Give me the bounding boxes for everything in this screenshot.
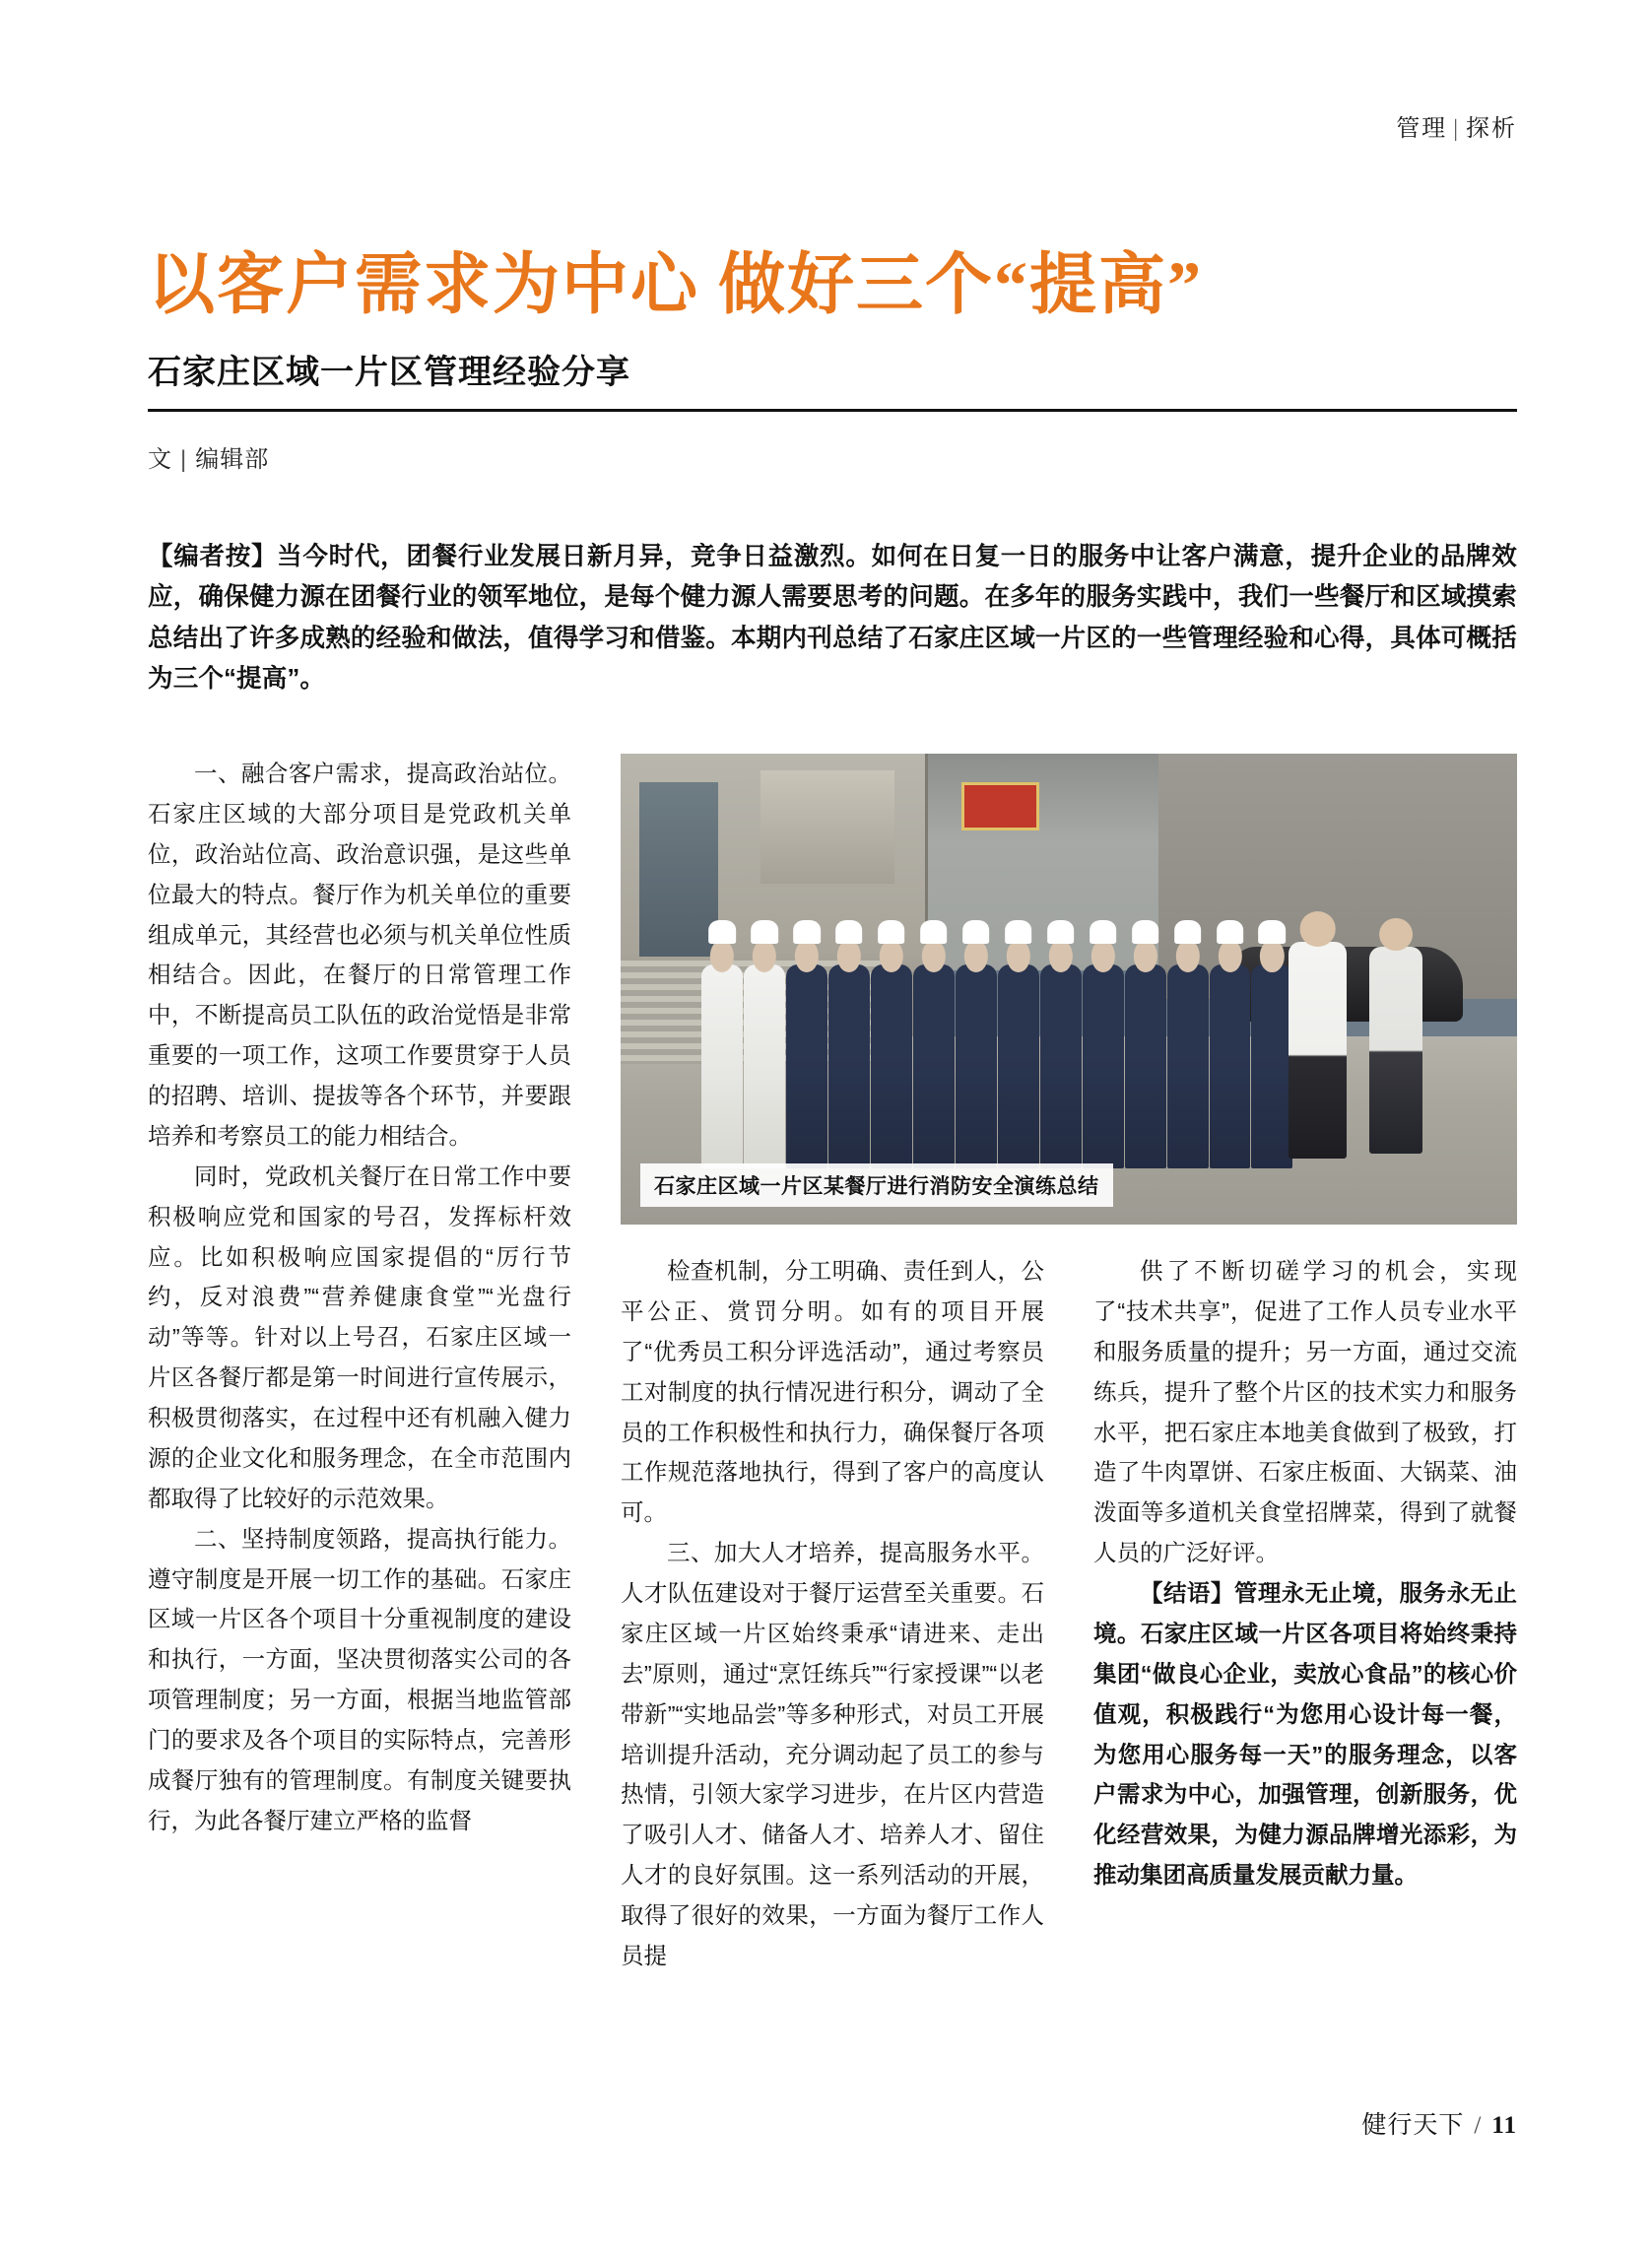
figure-caption: 石家庄区域一片区某餐厅进行消防安全演练总结 bbox=[640, 1163, 1113, 1207]
conclusion-paragraph: 【结语】管理永无止境，服务永无止境。石家庄区域一片区各项目将始终秉持集团“做良心企业，卖放心食品”的核心价值观，积极践行“为您用心设计每一餐，为您用心服务每一天”的服务理念，以客户需求为中心，加强管理，创新服务，优化经营效果，为健力源品牌增光添彩，为推动集团高质量发展贡献力量。 bbox=[1093, 1580, 1517, 1889]
title-divider bbox=[148, 409, 1517, 412]
photo-person bbox=[1083, 964, 1124, 1168]
photo-person bbox=[1251, 964, 1292, 1168]
photo-person bbox=[701, 964, 743, 1168]
photo-person bbox=[871, 964, 912, 1168]
running-head-left: 管理 bbox=[1396, 116, 1448, 142]
body-column-2-text bbox=[621, 1251, 1044, 1976]
page-subtitle: 石家庄区域一片区管理经验分享 bbox=[148, 354, 630, 392]
photo-person bbox=[744, 964, 785, 1168]
byline-label: 文 bbox=[148, 446, 172, 474]
body-column-1 bbox=[148, 754, 571, 1841]
paragraph: 检查机制，分工明确、责任到人，公平公正、赏罚分明。如有的项目开展了“优秀员工积分评选活动”，通过考察员工对制度的执行情况进行积分，调动了全员的工作积极性和执行力，确保餐厅各项工作规范落地执行，得到了客户的高度认可。 bbox=[621, 1258, 1044, 1526]
page-content bbox=[148, 0, 1517, 2257]
byline-author: 编辑部 bbox=[195, 446, 270, 474]
byline bbox=[148, 439, 1517, 474]
photo-person bbox=[913, 964, 955, 1168]
page-footer bbox=[1361, 2105, 1517, 2141]
photo-second-leader bbox=[1369, 947, 1423, 1154]
body-column-3-text bbox=[1093, 1251, 1517, 1895]
running-head-separator: | bbox=[1453, 116, 1460, 142]
paragraph: 同时，党政机关餐厅在日常工作中要积极响应党和国家的号召，发挥标杆效应。比如积极响应国家提倡的“厉行节约，反对浪费”“营养健康食堂”“光盘行动”等等。针对以上号召，石家庄区域一片区各餐厅都是第一时间进行宣传展示，积极贯彻落实，在过程中还有机融入健力源的企业文化和服务理念，在全市范围内都取得了比较好的示范效果。 bbox=[148, 1162, 571, 1511]
photo-person bbox=[1125, 964, 1166, 1168]
page-title: 以客户需求为中心 做好三个“提高” bbox=[148, 247, 1204, 322]
figure-image bbox=[621, 754, 1517, 1225]
byline-bar: | bbox=[180, 446, 188, 474]
photo-person bbox=[956, 964, 997, 1168]
article-figure bbox=[621, 754, 1517, 1225]
footer-slash: / bbox=[1474, 2112, 1483, 2139]
editor-note: 【编者按】当今时代，团餐行业发展日新月异，竞争日益激烈。如何在日复一日的服务中让客户满意，提升企业的品牌效应，确保健力源在团餐行业的领军地位，是每个健力源人需要思考的问题。在多年的服务实践中，我们一些餐厅和区域摸索总结出了许多成熟的经验和做法，值得学习和借鉴。本期内刊总结了石家庄区域一片区的一些管理经验和心得，具体可概括为三个“提高”。 bbox=[148, 543, 1517, 693]
photo-person bbox=[1167, 964, 1209, 1168]
photo-person bbox=[1040, 964, 1082, 1168]
page-number: 11 bbox=[1491, 2112, 1517, 2139]
publication-name: 健行天下 bbox=[1361, 2112, 1465, 2139]
photo-restaurant-sign bbox=[961, 782, 1039, 830]
title-block bbox=[148, 246, 1517, 474]
paragraph: 供了不断切磋学习的机会，实现了“技术共享”，促进了工作人员专业水平和服务质量的提升；另一方面，通过交流练兵，提升了整个片区的技术实力和服务水平，把石家庄本地美食做到了极致，打造了牛肉罩饼、石家庄板面、大锅菜、油泼面等多道机关食堂招牌菜，得到了就餐人员的广泛好评。 bbox=[1093, 1258, 1517, 1566]
running-head bbox=[1396, 108, 1517, 143]
photo-person bbox=[786, 964, 827, 1168]
photo-staff-row bbox=[701, 947, 1293, 1168]
photo-person bbox=[1210, 964, 1251, 1168]
paragraph: 三、加大人才培养，提高服务水平。人才队伍建设对于餐厅运营至关重要。石家庄区域一片区始终秉承“请进来、走出去”原则，通过“烹饪练兵”“行家授课”“以老带新”“实地品尝”等多种形式，对员工开展培训提升活动，充分调动起了员工的参与热情，引领大家学习进步，在片区内营造了吸引人才、储备人才、培养人才、留住人才的良好氛围。这一系列活动的开展，取得了很好的效果，一方面为餐厅工作人员提 bbox=[621, 1540, 1044, 1968]
photo-leader bbox=[1289, 942, 1347, 1159]
paragraph: 二、坚持制度领路，提高执行能力。遵守制度是开展一切工作的基础。石家庄区域一片区各个项目十分重视制度的建设和执行，一方面，坚决贯彻落实公司的各项管理制度；另一方面，根据当地监管部门的要求及各个项目的实际特点，完善形成餐厅独有的管理制度。有制度关键要执行，为此各餐厅建立严格的监督 bbox=[148, 1525, 571, 1833]
running-head-right: 探析 bbox=[1466, 116, 1517, 142]
photo-person bbox=[998, 964, 1039, 1168]
paragraph: 一、融合客户需求，提高政治站位。石家庄区域的大部分项目是党政机关单位，政治站位高、政治意识强，是这些单位最大的特点。餐厅作为机关单位的重要组成单元，其经营也必须与机关单位性质相结合。因此，在餐厅的日常管理工作中，不断提高员工队伍的政治觉悟是非常重要的一项工作，这项工作要贯穿于人员的招聘、培训、提拔等各个环节，并要跟培养和考察员工的能力相结合。 bbox=[148, 761, 571, 1149]
photo-person bbox=[828, 964, 870, 1168]
article-columns bbox=[148, 754, 1517, 2103]
